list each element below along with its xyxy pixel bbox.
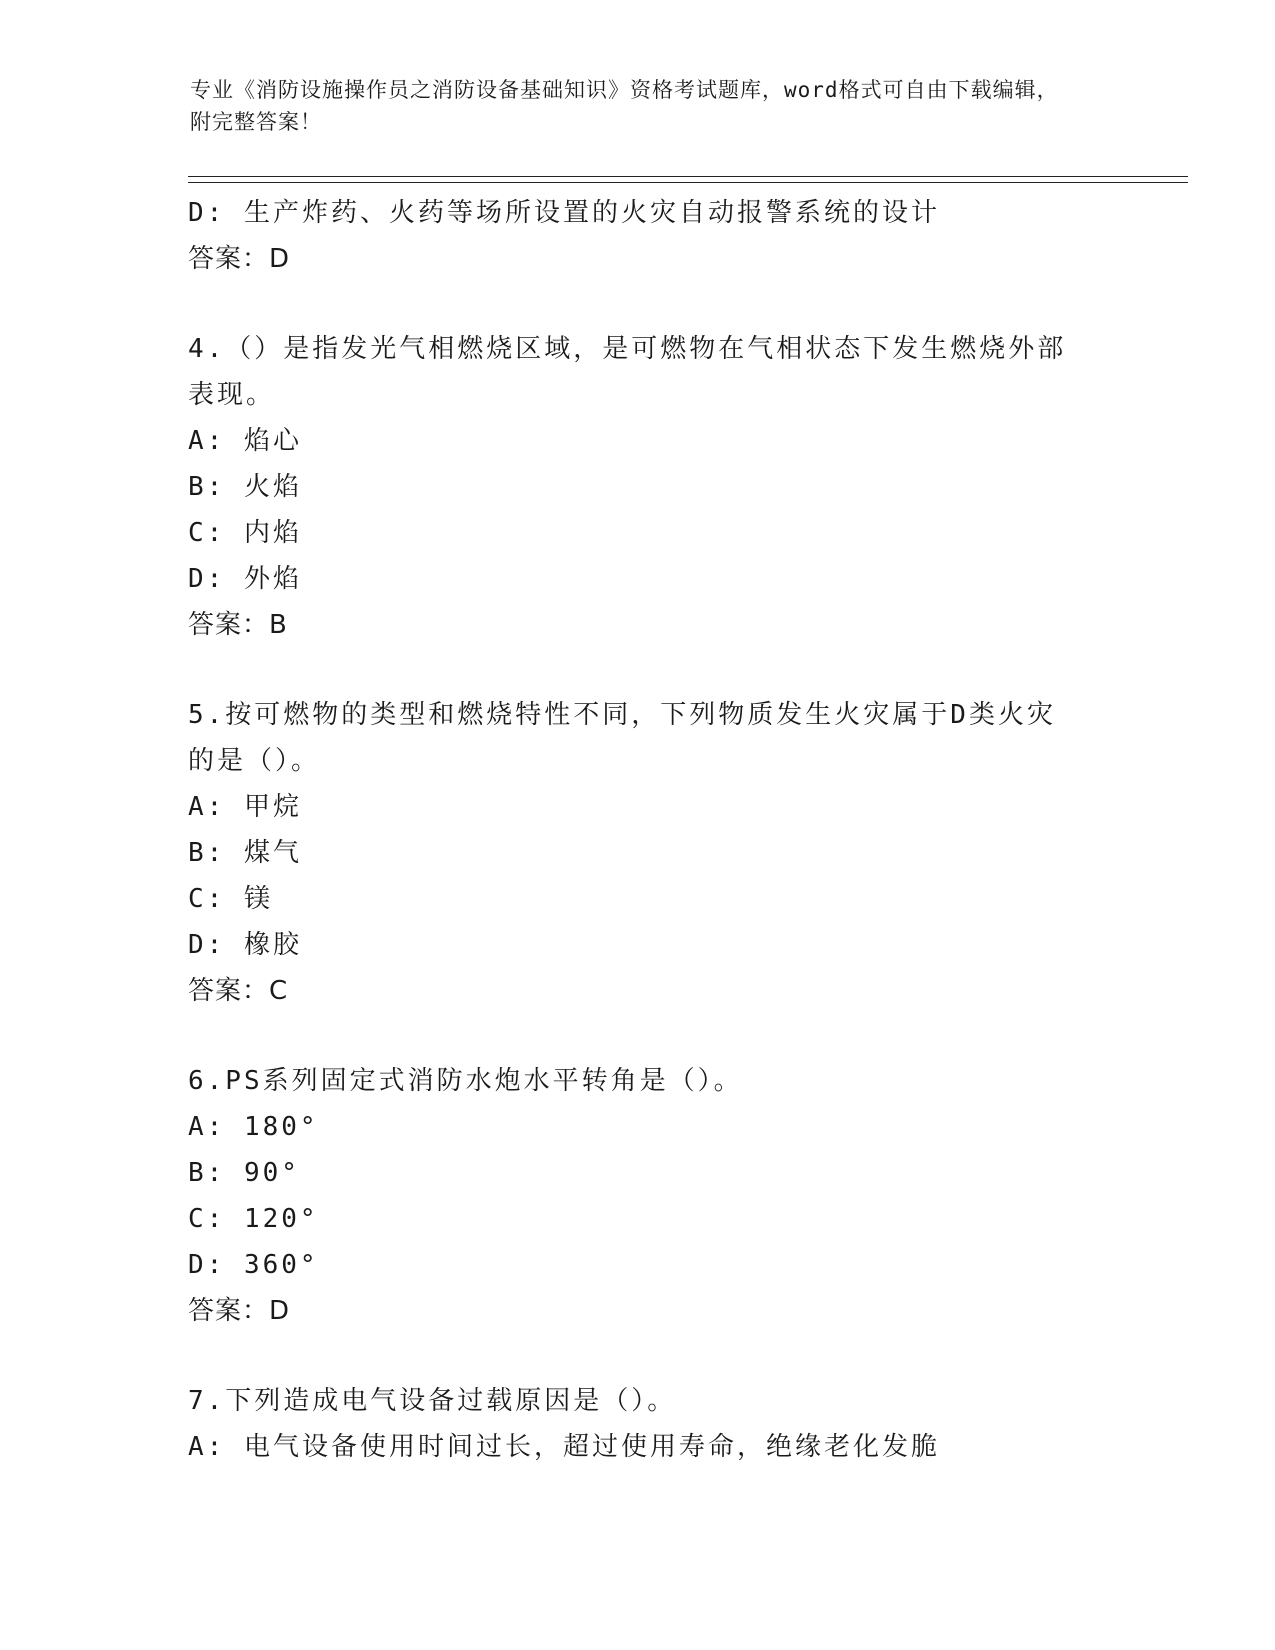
answer: 答案：D <box>188 1296 291 1326</box>
header-divider <box>188 176 1188 177</box>
option-a: A: 180° <box>188 1112 319 1142</box>
answer: 答案：B <box>188 610 288 640</box>
option-b: B: 煤气 <box>188 838 302 868</box>
header-divider-double <box>188 182 1188 183</box>
answer: 答案：C <box>188 976 289 1006</box>
option-d: D: 360° <box>188 1250 319 1280</box>
question-text: 6.PS系列固定式消防水炮水平转角是（）。 <box>188 1066 743 1096</box>
prev-answer: 答案：D <box>188 244 291 274</box>
question-4 <box>188 326 1088 648</box>
option-d: D: 外焰 <box>188 564 302 594</box>
option-d: D: 橡胶 <box>188 930 302 960</box>
option-c: C: 内焰 <box>188 518 302 548</box>
option-c: C: 镁 <box>188 884 273 914</box>
option-a: A: 电气设备使用时间过长，超过使用寿命，绝缘老化发脆 <box>188 1432 940 1462</box>
option-b: B: 火焰 <box>188 472 302 502</box>
question-5 <box>188 692 1088 1014</box>
question-text: 7.下列造成电气设备过载原因是（）。 <box>188 1386 677 1416</box>
question-text-cont: 的是（）。 <box>188 746 321 776</box>
option-a: A: 焰心 <box>188 426 302 456</box>
document-header: 专业《消防设施操作员之消防设备基础知识》资格考试题库，word格式可自由下载编辑，附完整答案！ <box>190 78 1059 134</box>
question-6 <box>188 1058 1088 1334</box>
option-a: A: 甲烷 <box>188 792 302 822</box>
question-text: 5.按可燃物的类型和燃烧特性不同，下列物质发生火灾属于D类火灾 <box>188 700 1056 730</box>
option-b: B: 90° <box>188 1158 300 1188</box>
question-text-cont: 表现。 <box>188 380 276 410</box>
question-text: 4.（）是指发光气相燃烧区域，是可燃物在气相状态下发生燃烧外部 <box>188 334 1067 364</box>
option-c: C: 120° <box>188 1204 319 1234</box>
question-7 <box>188 1378 1088 1470</box>
document-body <box>188 190 1088 1470</box>
prev-option-d: D: 生产炸药、火药等场所设置的火灾自动报警系统的设计 <box>188 198 940 228</box>
